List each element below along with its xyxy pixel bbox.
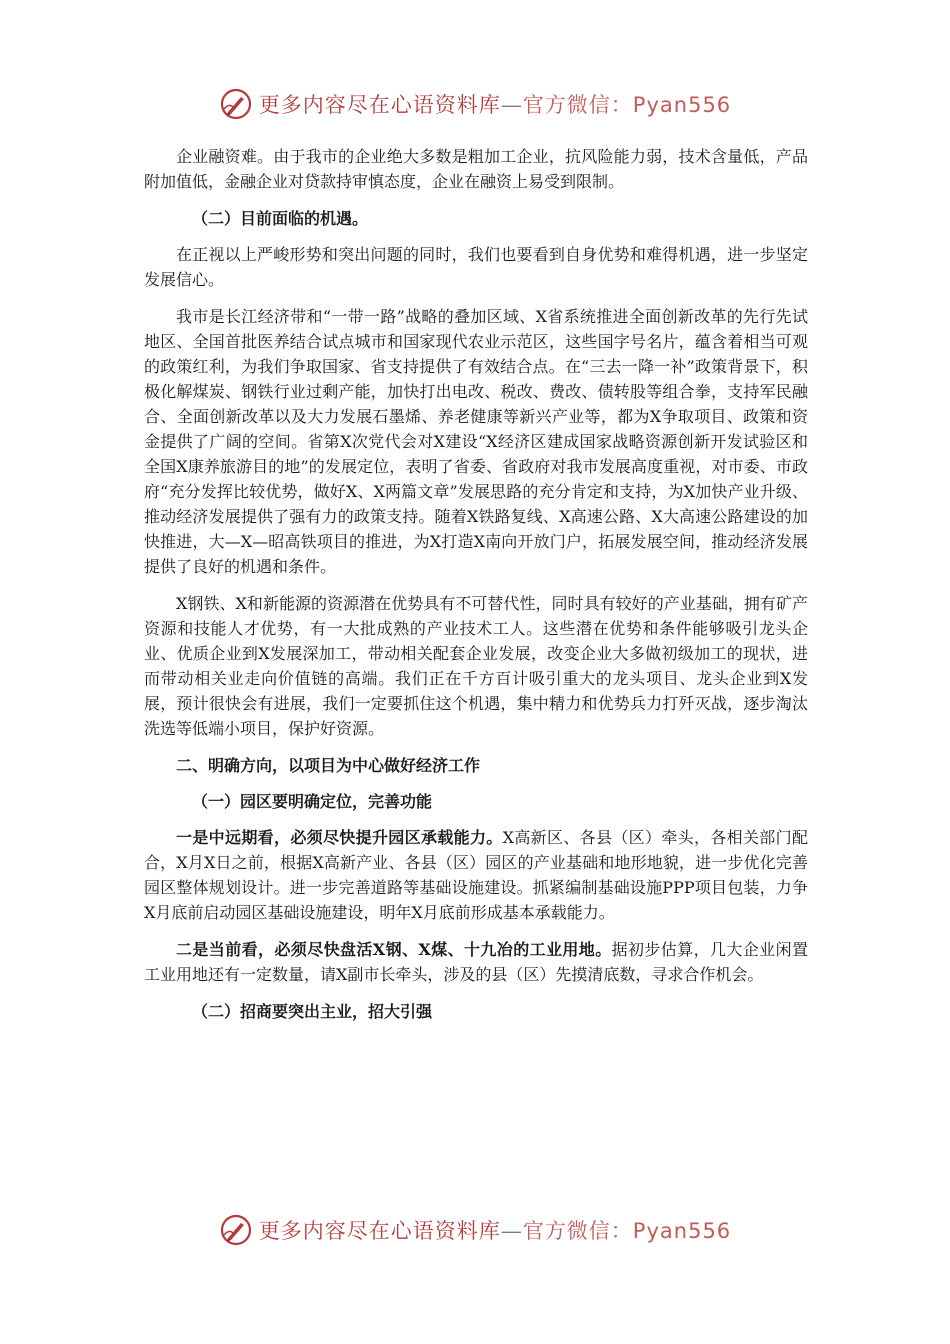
watermark-text [259, 89, 731, 119]
paragraph-confidence: 在正视以上严峻形势和突出问题的同时，我们也要看到自身优势和难得机遇，进一步坚定发展信心。 [144, 245, 808, 289]
pen-circle-logo-icon [219, 87, 253, 121]
paragraph-industrial-land [144, 937, 808, 987]
heading-section-two: 二、明确方向，以项目为中心做好经济工作 [176, 756, 481, 775]
watermark-text [259, 1215, 731, 1245]
heading-investment: （二）招商要突出主业，招大引强 [192, 1002, 433, 1021]
watermark-wechat: 官方微信：Pyan556 [522, 1219, 732, 1243]
paragraph-resource-advantages: X钢铁、X和新能源的资源潜在优势具有不可替代性，同时具有较好的产业基础，拥有矿产资源和技能人才优势，有一大批成熟的产业技术工人。这些潜在优势和条件能够吸引龙头企业、优质企业到X发展深加工，带动相关配套企业发展，改变企业大多做初级加工的现状，进而带动相关业走向价值链的高端。我们正在千方百计吸引重大的龙头项目、龙头企业到X发展，预计很快会有进展，我们一定要抓住这个机遇，集中精力和优势兵力打歼灭战，逐步淘汰洗选等低端小项目，保护好资源。 [144, 594, 808, 738]
footer-watermark-banner [0, 1210, 950, 1250]
paragraph-park-capacity-lead: 一是中远期看，必须尽快提升园区承载能力。 [176, 828, 503, 847]
paragraph-industrial-land-body: 据初步估算，几大企业闲置工业用地还有一定数量，请X副市长牵头，涉及的县（区）先摸清底数，寻求合作机会。 [144, 940, 808, 984]
paragraph-park-capacity [144, 825, 808, 925]
watermark-dash: — [500, 1219, 523, 1243]
watermark-wechat: 官方微信：Pyan556 [522, 93, 732, 117]
paragraph-financing: 企业融资难。由于我市的企业绝大多数是粗加工企业，抗风险能力弱，技术含量低，产品附加值低，金融企业对贷款持审慎态度，企业在融资上易受到限制。 [144, 147, 808, 191]
paragraph-park-capacity-body: X高新区、各县（区）牵头，各相关部门配合，X月X日之前，根据X高新产业、各县（区）园区的产业基础和地形地貌，进一步优化完善园区整体规划设计。进一步完善道路等基础设施建设。抓紧编制基础设施PPP项目包装，力争X月底前启动园区基础设施建设，明年X月底前形成基本承载能力。 [144, 828, 808, 922]
watermark-main: 更多内容尽在心语资料库 [258, 93, 501, 117]
document-body [144, 144, 808, 1035]
heading-park-positioning: （一）园区要明确定位，完善功能 [192, 792, 433, 811]
paragraph-industrial-land-lead: 二是当前看，必须尽快盘活X钢、X煤、十九冶的工业用地。 [176, 940, 612, 959]
header-watermark-banner [0, 84, 950, 124]
heading-opportunities: （二）目前面临的机遇。 [192, 209, 369, 228]
paragraph-policy-advantages: 我市是长江经济带和“一带一路”战略的叠加区域、X省系统推进全面创新改革的先行先试地区、全国首批医养结合试点城市和国家现代农业示范区，这些国字号名片，蕴含着相当可观的政策红利，为我们争取国家、省支持提供了有效结合点。在“三去一降一补”政策背景下，积极化解煤炭、钢铁行业过剩产能，加快打出电改、税改、费改、债转股等组合拳，支持军民融合、全面创新改革以及大力发展石墨烯、养老健康等新兴产业等，都为X争取项目、政策和资金提供了广阔的空间。省第X次党代会对X建设“X经济区建成国家战略资源创新开发试验区和全国X康养旅游目的地”的发展定位，表明了省委、省政府对我市发展高度重视，对市委、市政府“充分发挥比较优势，做好X、X两篇文章”发展思路的充分肯定和支持，为X加快产业升级、推动经济发展提供了强有力的政策支持。随着X铁路复线、X高速公路、X大高速公路建设的加快推进，大—X—昭高铁项目的推进，为X打造X南向开放门户，拓展发展空间，推动经济发展提供了良好的机遇和条件。 [144, 307, 808, 576]
watermark-dash: — [500, 93, 523, 117]
pen-circle-logo-icon [219, 1213, 253, 1247]
watermark-main: 更多内容尽在心语资料库 [258, 1219, 501, 1243]
